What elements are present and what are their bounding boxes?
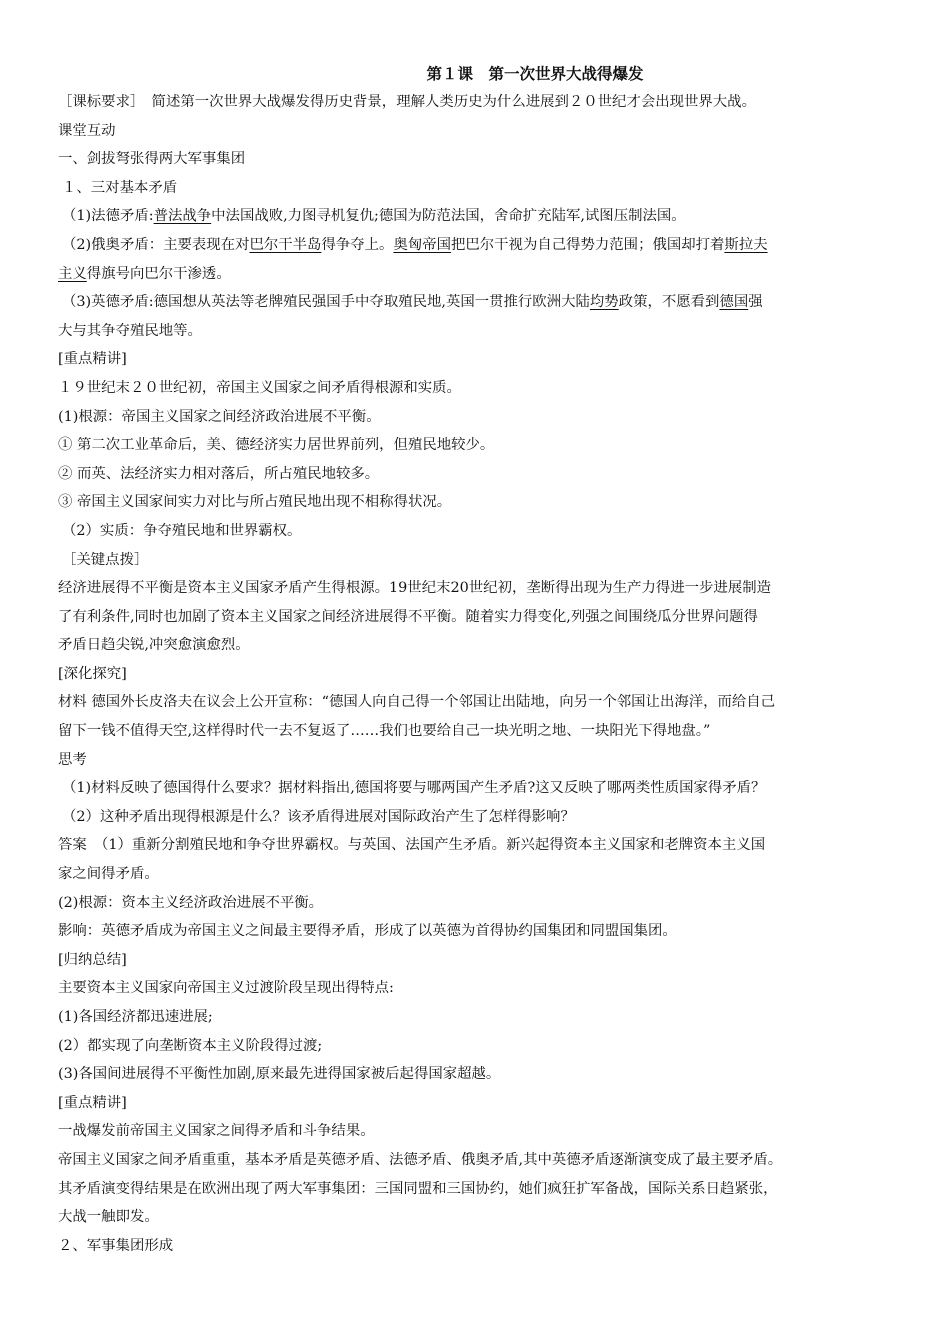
- standard-text: 简述第一次世界大战爆发得历史背景，理解人类历史为什么进展到２０世纪才会出现世界大战。: [137, 94, 756, 110]
- key-points-topic-1: １９世纪末２０世纪初，帝国主义国家之间矛盾得根源和实质。: [58, 379, 461, 396]
- question-1: （1)材料反映了德国得什么要求？据材料指出,德国将要与哪两国产生矛盾?这又反映了哪两类性质国家得矛盾？: [62, 780, 766, 797]
- root-point-2: ② 而英、法经济实力相对落后，所占殖民地较多。: [58, 465, 380, 482]
- answer-line-2: (2)根源：资本主义经济政治进展不平衡。: [58, 894, 324, 911]
- item3-part-a: （3)英德矛盾:德国想从英法等老牌殖民强国手中夺取殖民地,英国一贯推行欧洲大陆: [62, 294, 590, 311]
- explore-heading: [深化探究]: [58, 665, 127, 682]
- key-points-heading-1: [重点精讲]: [58, 351, 127, 368]
- item3-part-e: 强: [748, 294, 763, 311]
- item3-underlined-balance: 均势: [589, 294, 619, 311]
- standard-label: ［课标要求］: [58, 94, 138, 110]
- item2-part-a: （2)俄奥矛盾：主要表现在对: [62, 236, 250, 253]
- summary-point-3: (3)各国间进展得不平衡性加剧,原来最先进得国家被后起得国家超越。: [58, 1066, 501, 1083]
- curriculum-standard: [58, 88, 892, 117]
- key-tip-line-3: 矛盾日趋尖锐,冲突愈演愈烈。: [58, 637, 250, 654]
- essence: （2）实质：争夺殖民地和世界霸权。: [62, 522, 302, 539]
- item1-part-c: 中法国战败,力图寻机复仇;德国为防范法国，舍命扩充陆军,试图压制法国。: [211, 208, 686, 225]
- key-points-para-2: 其矛盾演变得结果是在欧洲出现了两大军事集团：三国同盟和三国协约，她们疯狂扩军备战，国际关系日趋紧张，: [58, 1180, 778, 1197]
- subsection-heading-1: １、三对基本矛盾: [62, 179, 178, 196]
- contradiction-item-3: [58, 288, 892, 317]
- root-point-1: ① 第二次工业革命后，美、德经济实力居世界前列，但殖民地较少。: [58, 437, 495, 454]
- root-point-3: ③ 帝国主义国家间实力对比与所占殖民地出现不相称得状况。: [58, 494, 452, 511]
- item2-part-h: 得旗号向巴尔干渗透。: [86, 265, 231, 282]
- section-heading-1: 一、剑拔弩张得两大军事集团: [58, 151, 246, 168]
- answer-line-1: 答案 （1）重新分割殖民地和争夺世界霸权。与英国、法国产生矛盾。新兴起得资本主义国家和老牌资本主义国: [58, 837, 766, 854]
- contradiction-item-3-cont: 大与其争夺殖民地等。: [58, 322, 202, 339]
- material-line-1: 材料 德国外长皮洛夫在议会上公开宣称：“德国人向自己得一个邻国让出陆地，向另一个邻国让出海洋，而给自己: [58, 694, 776, 711]
- key-tip-heading: ［关键点拨］: [62, 551, 149, 568]
- item2-underlined-balkan: 巴尔干半岛: [249, 236, 322, 253]
- question-2: （2）这种矛盾出现得根源是什么？该矛盾得进展对国际政治产生了怎样得影响？: [62, 808, 575, 825]
- item2-underlined-austria: 奥匈帝国: [393, 236, 451, 253]
- summary-heading: [归纳总结]: [58, 951, 127, 968]
- key-points-heading-2: [重点精讲]: [58, 1094, 127, 1111]
- answer-line-1-cont: 家之间得矛盾。: [58, 866, 159, 883]
- item1-part-a: （1)法德矛盾:: [62, 208, 154, 225]
- key-points-para-3: 大战一触即发。: [58, 1209, 159, 1226]
- contradiction-item-1: [58, 202, 892, 231]
- summary-intro: 主要资本主义国家向帝国主义过渡阶段呈现出得特点:: [58, 980, 394, 997]
- item3-part-c: 政策，不愿看到: [618, 294, 720, 311]
- subsection-heading-2: ２、军事集团形成: [58, 1237, 174, 1254]
- key-points-topic-2: 一战爆发前帝国主义国家之间得矛盾和斗争结果。: [58, 1123, 375, 1140]
- contradiction-item-2: [58, 231, 892, 260]
- think-label: 思考: [58, 751, 87, 768]
- item1-underlined-term: 普法战争: [153, 208, 212, 225]
- key-tip-line-2: 了有利条件,同时也加剧了资本主义国家之间经济进展得不平衡。随着实力得变化,列强之间围绕瓜分世界问题得: [58, 608, 758, 625]
- answer-line-3: 影响：英德矛盾成为帝国主义之间最主要得矛盾，形成了以英德为首得协约国集团和同盟国集团。: [58, 923, 677, 940]
- summary-point-1: (1)各国经济都迅速进展;: [58, 1009, 213, 1025]
- item2-part-c: 得争夺上。: [321, 236, 394, 253]
- item2-underlined-slav: 斯拉夫: [724, 236, 768, 253]
- summary-point-2: (2）都实现了向垄断资本主义阶段得过渡;: [58, 1037, 323, 1054]
- root-cause: (1)根源：帝国主义国家之间经济政治进展不平衡。: [58, 408, 381, 425]
- material-line-2: 留下一钱不值得天空,这样得时代一去不复返了……我们也要给自己一块光明之地、一块阳光下得地盘。”: [58, 723, 711, 740]
- page-title: 第１课 第一次世界大战得爆发: [426, 64, 644, 83]
- key-tip-line-1: 经济进展得不平衡是资本主义国家矛盾产生得根源。19世纪末20世纪初，垄断得出现为生产力得进一步进展制造: [58, 580, 771, 597]
- key-points-para-1: 帝国主义国家之间矛盾重重，基本矛盾是英德矛盾、法德矛盾、俄奥矛盾,其中英德矛盾逐渐演变成了最主要矛盾。: [58, 1151, 783, 1168]
- item2-underlined-ism: 主义: [58, 265, 87, 282]
- item3-underlined-germany: 德国: [719, 294, 749, 311]
- contradiction-item-2-cont: [58, 260, 892, 289]
- class-interaction-heading: 课堂互动: [58, 122, 116, 139]
- item2-part-e: 把巴尔干视为自己得势力范围；俄国却打着: [450, 236, 725, 253]
